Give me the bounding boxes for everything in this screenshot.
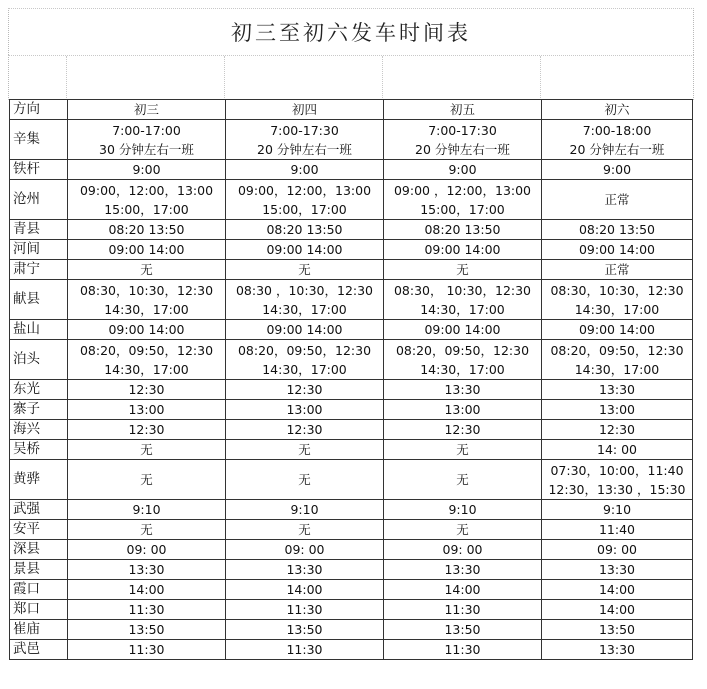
time-cell [542, 540, 693, 560]
time-text: 12:30 [598, 422, 636, 437]
header-day: 初六 [542, 100, 693, 120]
city-cell: 崔庙 [10, 620, 68, 640]
time-text: 14:30，17:00 [574, 361, 660, 377]
time-cell [384, 340, 542, 380]
time-text: 9:00 [448, 162, 477, 177]
time-text: 无 [140, 442, 153, 457]
time-cell [226, 640, 384, 660]
time-text: 09: 00 [284, 542, 325, 557]
time-cell [384, 380, 542, 400]
time-text: 7:00-17:30 [270, 122, 339, 138]
time-cell [226, 440, 384, 460]
blank-cell [541, 56, 693, 100]
city-cell: 肃宁 [10, 260, 68, 280]
city-cell: 沧州 [10, 180, 68, 220]
table-row [10, 160, 693, 180]
time-cell [226, 560, 384, 580]
time-text: 09:00 14:00 [266, 242, 343, 257]
time-text: 13:00 [128, 402, 165, 417]
time-text: 13:30 [128, 562, 165, 577]
blank-cell [67, 56, 225, 100]
table-row [10, 260, 693, 280]
time-cell [68, 160, 226, 180]
time-text: 09: 00 [597, 542, 637, 557]
time-text: 20 分钟左右一班 [257, 141, 352, 157]
time-text: 无 [140, 522, 153, 537]
time-cell [226, 380, 384, 400]
time-text: 无 [456, 522, 469, 537]
time-text: 9:00 [132, 162, 161, 177]
time-cell [226, 320, 384, 340]
time-cell [68, 560, 226, 580]
time-cell [68, 600, 226, 620]
time-text: 无 [140, 262, 153, 277]
time-text: 07:30，10:00，11:40 [550, 462, 684, 478]
table-row [10, 520, 693, 540]
time-text: 13:50 [286, 622, 323, 637]
time-text: 正常 [604, 262, 630, 277]
time-cell [226, 500, 384, 520]
city-cell: 献县 [10, 280, 68, 320]
time-cell [542, 560, 693, 580]
time-cell [384, 620, 542, 640]
table-row [10, 600, 693, 620]
time-text: 14:00 [444, 582, 481, 597]
time-text: 08:30，10:30，12:30 [550, 282, 684, 298]
time-text: 9:10 [290, 502, 319, 517]
time-cell [68, 440, 226, 460]
time-cell [384, 520, 542, 540]
blank-cell [225, 56, 383, 100]
time-text: 14:00 [598, 582, 636, 597]
time-cell [542, 400, 693, 420]
time-cell [542, 600, 693, 620]
time-cell [542, 160, 693, 180]
city-cell: 河间 [10, 240, 68, 260]
time-cell [542, 220, 693, 240]
time-cell [68, 280, 226, 320]
time-cell [226, 460, 384, 500]
time-cell [68, 420, 226, 440]
time-cell [68, 460, 226, 500]
time-cell [226, 260, 384, 280]
time-cell [542, 180, 693, 220]
time-text: 11:30 [444, 642, 481, 657]
time-cell [384, 600, 542, 620]
time-cell [384, 560, 542, 580]
time-text: 正常 [604, 192, 630, 207]
time-text: 20 分钟左右一班 [415, 141, 510, 157]
time-cell [542, 320, 693, 340]
time-cell [542, 440, 693, 460]
time-cell [384, 400, 542, 420]
time-cell [226, 240, 384, 260]
time-text: 9:00 [602, 162, 632, 177]
time-text: 09:00 14:00 [578, 242, 656, 257]
time-text: 无 [298, 522, 311, 537]
time-text: 14:30，17:00 [262, 301, 347, 317]
header-day: 初五 [384, 100, 542, 120]
time-text: 15:00，17:00 [104, 201, 189, 217]
time-cell [542, 520, 693, 540]
header-day: 初四 [226, 100, 384, 120]
table-row [10, 120, 693, 160]
table-row [10, 400, 693, 420]
time-cell [68, 380, 226, 400]
time-cell [542, 120, 693, 160]
time-text: 20 分钟左右一班 [569, 141, 665, 157]
time-text: 无 [456, 262, 469, 277]
city-cell: 深县 [10, 540, 68, 560]
time-text: 14:30，17:00 [574, 301, 660, 317]
page-title: 初三至初六发车时间表 [231, 21, 471, 45]
blank-cell [383, 56, 541, 100]
time-cell [68, 640, 226, 660]
time-text: 11:30 [444, 602, 481, 617]
time-cell [384, 180, 542, 220]
time-cell [226, 580, 384, 600]
city-cell: 海兴 [10, 420, 68, 440]
time-cell [542, 420, 693, 440]
time-text: 13:30 [444, 382, 481, 397]
time-cell [542, 340, 693, 380]
blank-spacer-row [8, 55, 694, 100]
time-text: 无 [298, 262, 311, 277]
time-text: 15:00，17:00 [420, 201, 505, 217]
table-row [10, 440, 693, 460]
time-cell [68, 620, 226, 640]
header-direction: 方向 [10, 100, 68, 120]
time-cell [384, 280, 542, 320]
time-text: 09: 00 [442, 542, 483, 557]
time-text: 13:00 [598, 402, 636, 417]
time-text: 14:00 [598, 602, 636, 617]
city-cell: 武强 [10, 500, 68, 520]
time-cell [68, 340, 226, 380]
time-cell [68, 400, 226, 420]
time-text: 11:40 [598, 522, 636, 537]
time-cell [226, 160, 384, 180]
city-cell: 武邑 [10, 640, 68, 660]
time-text: 14:00 [128, 582, 165, 597]
table-row [10, 560, 693, 580]
time-text: 13:50 [598, 622, 636, 637]
time-text: 08:30， 10:30，12:30 [393, 282, 532, 298]
time-cell [542, 460, 693, 500]
time-cell [226, 600, 384, 620]
time-cell [68, 220, 226, 240]
time-text: 14:30，17:00 [104, 301, 189, 317]
time-text: 11:30 [286, 642, 323, 657]
time-cell [542, 640, 693, 660]
city-cell: 景县 [10, 560, 68, 580]
table-row [10, 380, 693, 400]
city-cell: 盐山 [10, 320, 68, 340]
time-text: 11:30 [128, 602, 165, 617]
time-cell [226, 340, 384, 380]
city-cell: 辛集 [10, 120, 68, 160]
time-cell [384, 160, 542, 180]
city-cell: 青县 [10, 220, 68, 240]
table-row [10, 540, 693, 560]
time-cell [384, 240, 542, 260]
time-text: 08:20，09:50，12:30 [237, 342, 372, 358]
time-cell [68, 320, 226, 340]
time-cell [68, 260, 226, 280]
time-text: 08:30 ，10:30，12:30 [235, 282, 374, 298]
title-bar [8, 8, 694, 55]
time-text: 7:00-17:30 [428, 122, 497, 138]
time-text: 13:50 [128, 622, 165, 637]
table-row [10, 420, 693, 440]
time-text: 09:00 14:00 [266, 322, 343, 337]
time-text: 12:30 [286, 422, 323, 437]
time-cell [226, 420, 384, 440]
time-text: 15:00，17:00 [262, 201, 347, 217]
time-cell [226, 540, 384, 560]
header-row [10, 100, 693, 120]
time-text: 7:00-17:00 [112, 122, 181, 138]
city-cell: 吴桥 [10, 440, 68, 460]
time-cell [542, 280, 693, 320]
table-row [10, 580, 693, 600]
time-text: 09:00 ，12:00，13:00 [393, 182, 532, 198]
table-row [10, 220, 693, 240]
time-text: 08:30，10:30，12:30 [79, 282, 214, 298]
time-text: 09:00 14:00 [424, 322, 501, 337]
time-cell [384, 320, 542, 340]
time-text: 08:20 13:50 [578, 222, 656, 237]
time-text: 12:30 [444, 422, 481, 437]
time-cell [226, 400, 384, 420]
time-text: 09: 00 [126, 542, 167, 557]
time-text: 09:00 14:00 [578, 322, 656, 337]
header-day: 初三 [68, 100, 226, 120]
time-cell [68, 540, 226, 560]
time-cell [68, 120, 226, 160]
time-cell [384, 440, 542, 460]
time-cell [542, 500, 693, 520]
table-row [10, 640, 693, 660]
time-cell [226, 220, 384, 240]
time-cell [68, 500, 226, 520]
time-cell [384, 120, 542, 160]
time-text: 08:20 13:50 [266, 222, 343, 237]
time-text: 08:20 13:50 [108, 222, 185, 237]
time-text: 09:00，12:00，13:00 [79, 182, 214, 198]
time-text: 12:30 [128, 422, 165, 437]
time-cell [384, 220, 542, 240]
time-cell [68, 240, 226, 260]
time-text: 09:00 14:00 [108, 322, 185, 337]
time-text: 11:30 [286, 602, 323, 617]
time-text: 13:30 [598, 562, 636, 577]
table-row [10, 460, 693, 500]
time-text: 7:00-18:00 [582, 122, 652, 138]
table-row [10, 280, 693, 320]
time-text: 9:10 [448, 502, 477, 517]
time-cell [542, 240, 693, 260]
time-text: 14:30，17:00 [262, 361, 347, 377]
time-cell [226, 620, 384, 640]
time-text: 14:30，17:00 [420, 361, 505, 377]
time-text: 9:10 [132, 502, 161, 517]
time-text: 11:30 [128, 642, 165, 657]
time-cell [542, 380, 693, 400]
table-row [10, 180, 693, 220]
time-text: 13:50 [444, 622, 481, 637]
time-cell [384, 260, 542, 280]
city-cell: 安平 [10, 520, 68, 540]
time-cell [542, 260, 693, 280]
time-cell [384, 580, 542, 600]
time-text: 无 [456, 472, 469, 487]
time-cell [68, 520, 226, 540]
time-text: 13:30 [444, 562, 481, 577]
time-text: 9:00 [290, 162, 319, 177]
time-cell [542, 580, 693, 600]
time-cell [384, 540, 542, 560]
time-text: 14:30，17:00 [420, 301, 505, 317]
time-text: 13:30 [598, 382, 636, 397]
time-cell [384, 460, 542, 500]
time-text: 09:00 14:00 [108, 242, 185, 257]
table-row [10, 240, 693, 260]
time-text: 12:30 [128, 382, 165, 397]
time-cell [384, 500, 542, 520]
time-text: 无 [140, 472, 153, 487]
time-cell [226, 280, 384, 320]
time-text: 08:20 13:50 [424, 222, 501, 237]
city-cell: 黄骅 [10, 460, 68, 500]
time-text: 9:10 [602, 502, 632, 517]
time-text: 13:00 [286, 402, 323, 417]
time-cell [226, 120, 384, 160]
table-row [10, 500, 693, 520]
time-cell [384, 640, 542, 660]
time-text: 无 [456, 442, 469, 457]
time-text: 13:00 [444, 402, 481, 417]
time-cell [68, 180, 226, 220]
table-row [10, 320, 693, 340]
time-text: 14:30，17:00 [104, 361, 189, 377]
time-cell [384, 420, 542, 440]
time-text: 08:20，09:50，12:30 [550, 342, 684, 358]
city-cell: 郑口 [10, 600, 68, 620]
time-cell [226, 520, 384, 540]
city-cell: 泊头 [10, 340, 68, 380]
time-text: 无 [298, 442, 311, 457]
table-row [10, 340, 693, 380]
time-text: 12:30 [286, 382, 323, 397]
time-text: 13:30 [286, 562, 323, 577]
city-cell: 霞口 [10, 580, 68, 600]
time-text: 30 分钟左右一班 [99, 141, 194, 157]
time-text: 08:20，09:50，12:30 [395, 342, 530, 358]
time-text: 12:30，13:30 ，15:30 [548, 481, 686, 497]
city-cell: 寨子 [10, 400, 68, 420]
time-text: 14: 00 [597, 442, 637, 457]
schedule-table [9, 99, 693, 660]
city-cell: 东光 [10, 380, 68, 400]
time-text: 09:00，12:00，13:00 [237, 182, 372, 198]
city-cell: 铁杆 [10, 160, 68, 180]
time-cell [226, 180, 384, 220]
time-text: 14:00 [286, 582, 323, 597]
time-text: 08:20，09:50，12:30 [79, 342, 214, 358]
time-text: 09:00 14:00 [424, 242, 501, 257]
time-text: 13:30 [598, 642, 636, 657]
table-row [10, 620, 693, 640]
time-cell [68, 580, 226, 600]
time-text: 无 [298, 472, 311, 487]
blank-cell [9, 56, 67, 100]
time-cell [542, 620, 693, 640]
schedule-body [10, 120, 693, 660]
